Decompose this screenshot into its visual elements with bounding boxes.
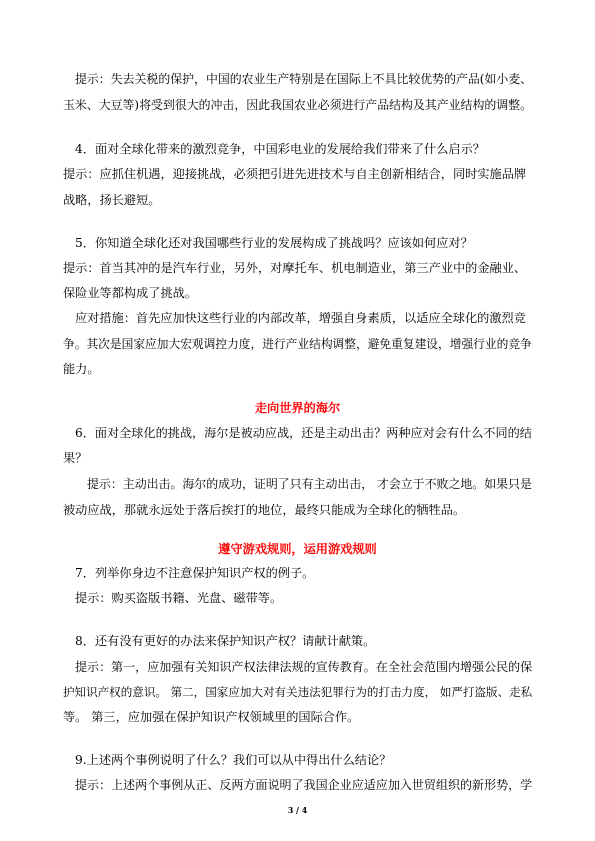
paragraph-line: 玉米、大豆等)将受到很大的冲击，因此我国农业必须进行产品结构及其产业结构的调整。 [63, 98, 532, 112]
paragraph-line: 争。其次是国家应加大宏观调控力度，进行产业结构调整，避免重复建设，增强行业的竞争 [63, 337, 532, 351]
question-7: 7．列举你身边不注意保护知识产权的例子。 [75, 566, 315, 580]
paragraph-line: 提示：主动出击。海尔的成功，证明了只有主动出击， 才会立于不败之地。如果只是 [87, 477, 532, 491]
question-9: 9.上述两个事例说明了什么？我们可以从中得出什么结论？ [75, 753, 392, 767]
section-heading-rules: 遵守游戏规则，运用游戏规则 [218, 542, 377, 556]
paragraph-line: 等。 第三，应加强在保护知识产权领域里的国际合作。 [63, 710, 360, 724]
paragraph-line: 提示：购买盗版书籍、光盘、磁带等。 [75, 591, 283, 605]
question-5: 5．你知道全球化还对我国哪些行业的发展构成了挑战吗？应该如何应对？ [75, 236, 473, 250]
paragraph-line: 护知识产权的意识。 第二，国家应加大对有关违法犯罪行为的打击力度， 如严打盗版、走私 [63, 685, 533, 699]
paragraph-line: 提示：上述两个事例从正、反两方面说明了我国企业应适应加入世贸组织的新形势，学 [75, 778, 533, 792]
paragraph-line: 被动应战，那就永远处于落后挨打的地位，最终只能成为全球化的牺牲品。 [63, 503, 466, 517]
question-8: 8．还有没有更好的办法来保护知识产权？请献计献策。 [75, 634, 376, 648]
question-6: 6．面对全球化的挑战，海尔是被动应战，还是主动出击？两种应对会有什么不同的结 [75, 426, 532, 440]
paragraph-line: 战略，扬长避短。 [63, 193, 161, 207]
paragraph-line: 应对措施：首先应加快这些行业的内部改革，增强自身素质，以适应全球化的激烈竞 [75, 311, 526, 325]
paragraph-line: 能力。 [63, 362, 100, 376]
paragraph-line: 提示：首当其冲的是汽车行业，另外，对摩托车、机电制造业，第三产业中的金融业、 [63, 261, 527, 275]
question-4: 4．面对全球化带来的激烈竞争，中国彩电业的发展给我们带来了什么启示？ [75, 142, 485, 156]
paragraph-line: 果？ [63, 451, 88, 465]
page-number: 3 / 4 [287, 805, 308, 815]
paragraph-line: 提示：应抓住机遇，迎接挑战，必须把引进先进技术与自主创新相结合，同时实施品牌 [63, 167, 527, 181]
paragraph-line: 保险业等都构成了挑战。 [63, 286, 198, 300]
paragraph-line: 提示：失去关税的保护，中国的农业生产特别是在国际上不具比较优势的产品(如小麦、 [75, 72, 533, 86]
paragraph-line: 提示：第一，应加强有关知识产权法律法规的宣传教育。在全社会范围内增强公民的保 [75, 660, 533, 674]
section-heading-haier: 走向世界的海尔 [254, 401, 341, 415]
